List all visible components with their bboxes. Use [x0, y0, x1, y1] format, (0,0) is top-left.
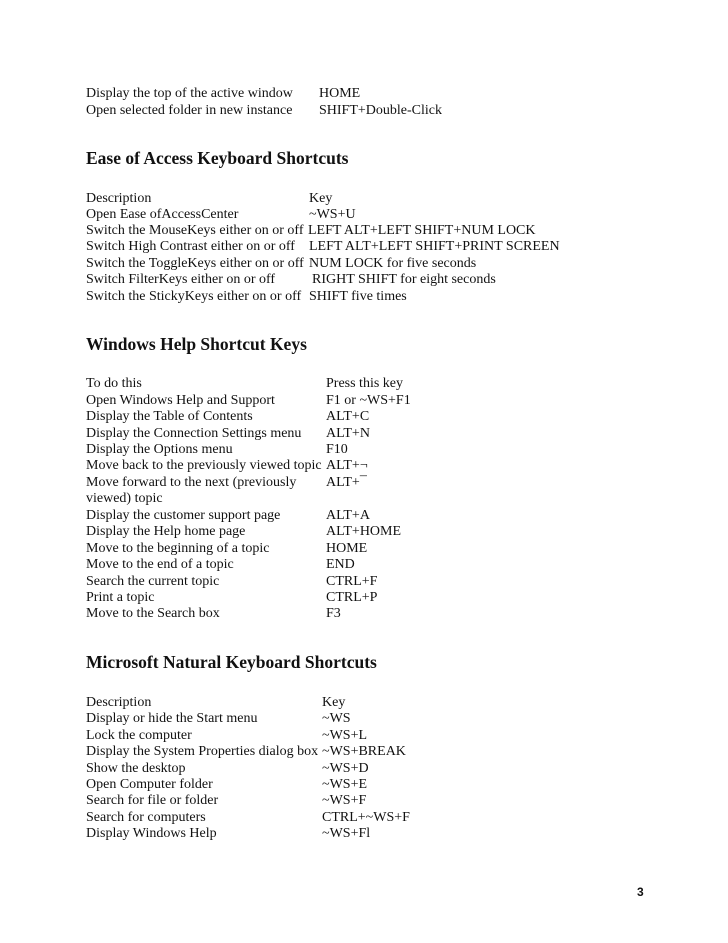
shortcut-description: Move forward to the next (previously — [86, 475, 297, 490]
section-heading-windows-help: Windows Help Shortcut Keys — [86, 334, 307, 354]
column-header-key: Press this key — [326, 376, 403, 391]
shortcut-description: Display the System Properties dialog box — [86, 744, 319, 759]
section-heading-natural-keyboard: Microsoft Natural Keyboard Shortcuts — [86, 652, 377, 672]
shortcut-key: ALT+HOME — [326, 524, 402, 539]
shortcut-description: Search for file or folder — [86, 793, 219, 808]
shortcut-key: ~WS+F — [322, 793, 367, 808]
shortcut-description: Display the customer support page — [86, 508, 281, 523]
shortcut-description: Move back to the previously viewed topic — [86, 458, 322, 473]
shortcut-description: Move to the beginning of a topic — [86, 541, 270, 556]
shortcut-key: LEFT ALT+LEFT SHIFT+NUM LOCK — [308, 223, 536, 238]
shortcut-description: Switch the MouseKeys either on or off — [86, 223, 304, 238]
shortcut-key: F3 — [326, 606, 341, 621]
shortcut-description: viewed) topic — [86, 491, 163, 506]
column-header-key: Key — [309, 191, 333, 206]
shortcut-key: CTRL+P — [326, 590, 378, 605]
shortcut-description: Display or hide the Start menu — [86, 711, 258, 726]
shortcut-description: Display the top of the active window — [86, 86, 293, 101]
shortcut-key: ~WS — [322, 711, 351, 726]
shortcut-description: Print a topic — [86, 590, 155, 605]
shortcut-description: Open Computer folder — [86, 777, 213, 792]
shortcut-key: CTRL+~WS+F — [322, 810, 410, 825]
shortcut-description: Open selected folder in new instance — [86, 103, 293, 118]
shortcut-description: Search for computers — [86, 810, 206, 825]
shortcut-description: Show the desktop — [86, 761, 186, 776]
section-heading-ease-of-access: Ease of Access Keyboard Shortcuts — [86, 148, 349, 168]
column-header-description: To do this — [86, 376, 142, 391]
shortcut-description: Move to the Search box — [86, 606, 220, 621]
shortcut-description: Move to the end of a topic — [86, 557, 234, 572]
shortcut-key: LEFT ALT+LEFT SHIFT+PRINT SCREEN — [309, 239, 560, 254]
shortcut-key: ~WS+U — [309, 207, 356, 222]
shortcut-key: ~WS+BREAK — [322, 744, 406, 759]
shortcut-description: Display the Table of Contents — [86, 409, 253, 424]
shortcut-key: ALT+C — [326, 409, 370, 424]
shortcut-description: Display the Connection Settings menu — [86, 426, 302, 441]
shortcut-description: Lock the computer — [86, 728, 192, 743]
shortcut-description: Switch the StickyKeys either on or off — [86, 289, 302, 304]
shortcut-key: ~WS+D — [322, 761, 369, 776]
shortcut-key: ~WS+Fl — [322, 826, 371, 841]
shortcut-key: SHIFT five times — [309, 289, 407, 304]
shortcut-key: F10 — [326, 442, 348, 457]
shortcut-key: ALT+¯ — [326, 475, 367, 490]
shortcut-description: Open Windows Help and Support — [86, 393, 275, 408]
shortcut-description: Display the Help home page — [86, 524, 246, 539]
shortcut-description: Switch High Contrast either on or off — [86, 239, 295, 254]
shortcut-key: F1 or ~WS+F1 — [326, 393, 411, 408]
shortcut-key: SHIFT+Double-Click — [319, 103, 442, 118]
shortcut-description: Switch FilterKeys either on or off — [86, 272, 276, 287]
shortcut-key: HOME — [326, 541, 368, 556]
shortcut-key: ALT+N — [326, 426, 370, 441]
shortcut-key: ALT+A — [326, 508, 370, 523]
shortcut-description: Switch the ToggleKeys either on or off — [86, 256, 304, 271]
shortcut-key: ~WS+E — [322, 777, 368, 792]
shortcut-key: ~WS+L — [322, 728, 368, 743]
shortcut-description: Search the current topic — [86, 574, 220, 589]
page-number: 3 — [637, 885, 644, 899]
shortcut-key: CTRL+F — [326, 574, 378, 589]
shortcut-key: END — [326, 557, 355, 572]
shortcut-key: NUM LOCK for five seconds — [309, 256, 477, 271]
column-header-description: Description — [86, 695, 152, 710]
shortcut-description: Display the Options menu — [86, 442, 233, 457]
shortcut-key: ALT+¬ — [326, 458, 368, 473]
shortcut-description: Open Ease ofAccessCenter — [86, 207, 239, 222]
shortcut-key: RIGHT SHIFT for eight seconds — [312, 272, 496, 287]
column-header-description: Description — [86, 191, 152, 206]
shortcut-key: HOME — [319, 86, 361, 101]
shortcut-description: Display Windows Help — [86, 826, 217, 841]
column-header-key: Key — [322, 695, 346, 710]
